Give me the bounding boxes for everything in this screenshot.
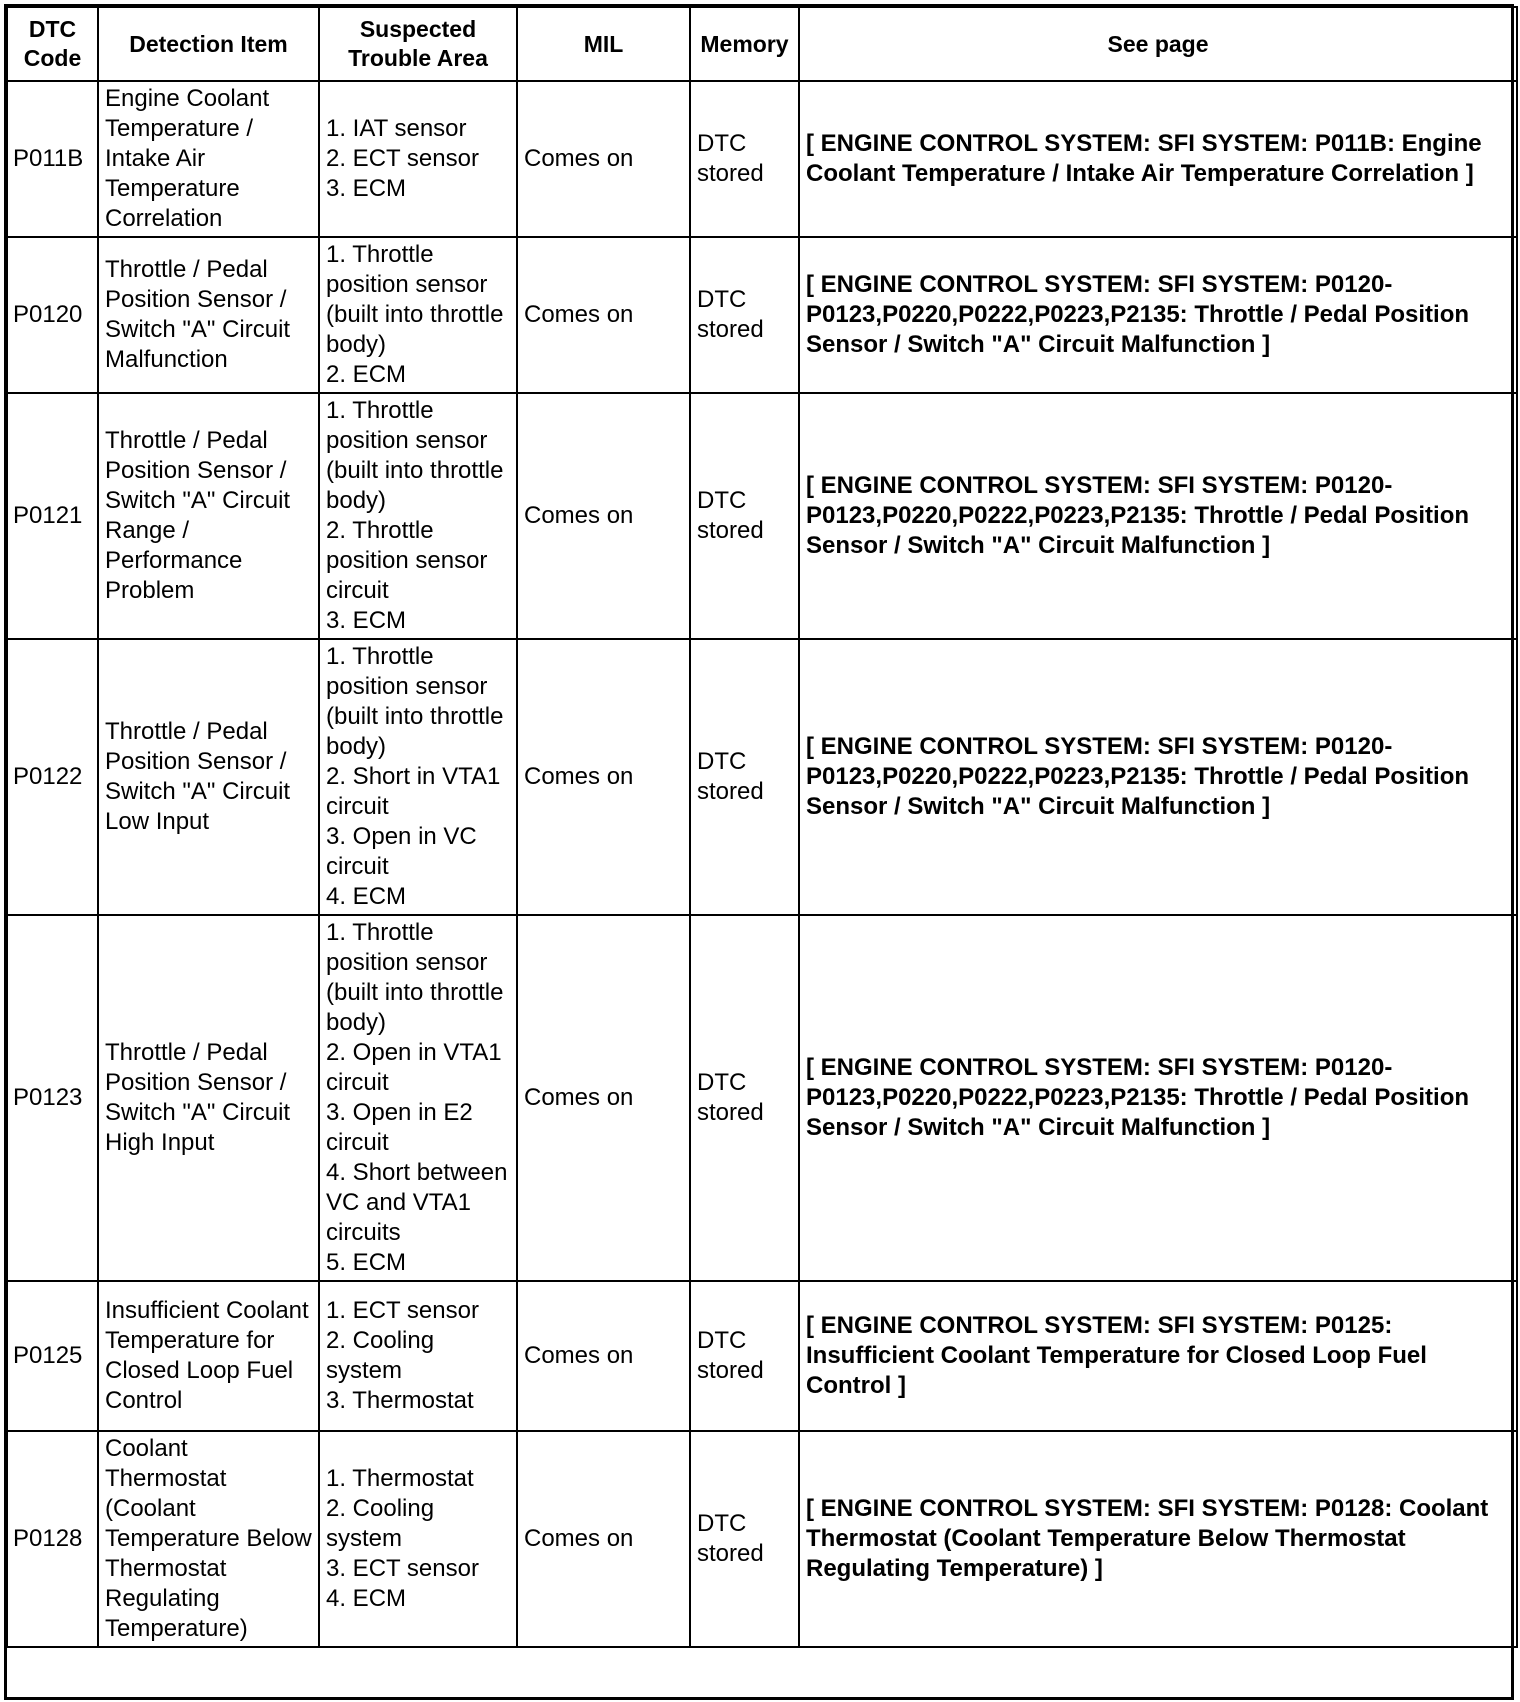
trouble-area-line: 3. ECM: [326, 175, 407, 202]
detection-item-cell: Engine Coolant Temperature / Intake Air Temperature Correlation: [98, 81, 319, 237]
mil-cell: Comes on: [517, 1281, 690, 1431]
trouble-area-line: 1. ECT sensor: [326, 1297, 479, 1324]
mil-cell: Comes on: [517, 393, 690, 639]
dtc-code-cell: P0121: [7, 393, 98, 639]
dtc-code-cell: P0123: [7, 915, 98, 1281]
dtc-code-cell: P0120: [7, 237, 98, 393]
trouble-area-line: 2. Cooling system: [326, 1327, 435, 1384]
trouble-area-line: 2. Cooling system: [326, 1495, 435, 1552]
suspected-trouble-area-cell: [319, 393, 517, 639]
trouble-area-line: 1. Throttle position sensor (built into throttle body): [326, 643, 504, 760]
trouble-area-line: 3. Open in VC circuit: [326, 823, 477, 880]
trouble-area-line: 2. Short in VTA1 circuit: [326, 763, 501, 820]
detection-item-cell: Coolant Thermostat (Coolant Temperature Below Thermostat Regulating Temperature): [98, 1431, 319, 1647]
see-page-cell: [ ENGINE CONTROL SYSTEM: SFI SYSTEM: P0125: Insufficient Coolant Temperature for Closed Loop Fuel Control ]: [799, 1281, 1517, 1431]
memory-cell: DTC stored: [690, 639, 799, 915]
suspected-trouble-area-cell: [319, 639, 517, 915]
header-memory: Memory: [690, 7, 799, 81]
trouble-area-line: 1. IAT sensor: [326, 115, 467, 142]
trouble-area-line: 4. Short between VC and VTA1 circuits: [326, 1159, 508, 1246]
table-row: [7, 1281, 1517, 1431]
trouble-area-line: 4. ECM: [326, 883, 407, 910]
table-row: [7, 1431, 1517, 1647]
see-page-cell: [ ENGINE CONTROL SYSTEM: SFI SYSTEM: P0120-P0123,P0220,P0222,P0223,P2135: Throttle / Pedal Position Sensor / Switch "A" Circuit Malfunction ]: [799, 915, 1517, 1281]
see-page-cell: [ ENGINE CONTROL SYSTEM: SFI SYSTEM: P0120-P0123,P0220,P0222,P0223,P2135: Throttle / Pedal Position Sensor / Switch "A" Circuit Malfunction ]: [799, 237, 1517, 393]
suspected-trouble-area-cell: [319, 81, 517, 237]
mil-cell: Comes on: [517, 1431, 690, 1647]
header-suspected-trouble-area: Suspected Trouble Area: [319, 7, 517, 81]
mil-cell: Comes on: [517, 237, 690, 393]
dtc-code-cell: P0122: [7, 639, 98, 915]
see-page-cell: [ ENGINE CONTROL SYSTEM: SFI SYSTEM: P0120-P0123,P0220,P0222,P0223,P2135: Throttle / Pedal Position Sensor / Switch "A" Circuit Malfunction ]: [799, 393, 1517, 639]
trouble-area-line: 2. ECM: [326, 361, 407, 388]
trouble-area-line: 3. Thermostat: [326, 1387, 474, 1414]
trouble-area-line: 1. Thermostat: [326, 1465, 474, 1492]
mil-cell: Comes on: [517, 639, 690, 915]
trouble-area-line: 2. Throttle position sensor circuit: [326, 517, 488, 604]
trouble-area-line: 1. Throttle position sensor (built into throttle body): [326, 919, 504, 1036]
memory-cell: DTC stored: [690, 1431, 799, 1647]
header-dtc-code: DTC Code: [7, 7, 98, 81]
memory-cell: DTC stored: [690, 237, 799, 393]
see-page-cell: [ ENGINE CONTROL SYSTEM: SFI SYSTEM: P011B: Engine Coolant Temperature / Intake Air Temperature Correlation ]: [799, 81, 1517, 237]
suspected-trouble-area-cell: [319, 1431, 517, 1647]
table-row: [7, 393, 1517, 639]
trouble-area-line: 2. ECT sensor: [326, 145, 479, 172]
dtc-code-cell: P0128: [7, 1431, 98, 1647]
suspected-trouble-area-cell: [319, 1281, 517, 1431]
trouble-area-line: 5. ECM: [326, 1249, 407, 1276]
mil-cell: Comes on: [517, 915, 690, 1281]
detection-item-cell: Throttle / Pedal Position Sensor / Switch "A" Circuit Range / Performance Problem: [98, 393, 319, 639]
dtc-table: [6, 6, 1518, 1648]
dtc-code-cell: P0125: [7, 1281, 98, 1431]
see-page-cell: [ ENGINE CONTROL SYSTEM: SFI SYSTEM: P0120-P0123,P0220,P0222,P0223,P2135: Throttle / Pedal Position Sensor / Switch "A" Circuit Malfunction ]: [799, 639, 1517, 915]
table-body: [7, 81, 1517, 1647]
detection-item-cell: Throttle / Pedal Position Sensor / Switch "A" Circuit Malfunction: [98, 237, 319, 393]
header-mil: MIL: [517, 7, 690, 81]
trouble-area-line: 2. Open in VTA1 circuit: [326, 1039, 502, 1096]
suspected-trouble-area-cell: [319, 915, 517, 1281]
dtc-code-cell: P011B: [7, 81, 98, 237]
trouble-area-line: 1. Throttle position sensor (built into throttle body): [326, 241, 504, 358]
trouble-area-line: 3. ECM: [326, 607, 407, 634]
trouble-area-line: 1. Throttle position sensor (built into throttle body): [326, 397, 504, 514]
mil-cell: Comes on: [517, 81, 690, 237]
table-row: [7, 237, 1517, 393]
memory-cell: DTC stored: [690, 915, 799, 1281]
trouble-area-line: 3. ECT sensor: [326, 1555, 479, 1582]
suspected-trouble-area-cell: [319, 237, 517, 393]
table-row: [7, 915, 1517, 1281]
see-page-cell: [ ENGINE CONTROL SYSTEM: SFI SYSTEM: P0128: Coolant Thermostat (Coolant Temperature Below Thermostat Regulating Temperature) ]: [799, 1431, 1517, 1647]
header-detection-item: Detection Item: [98, 7, 319, 81]
detection-item-cell: Insufficient Coolant Temperature for Closed Loop Fuel Control: [98, 1281, 319, 1431]
memory-cell: DTC stored: [690, 81, 799, 237]
memory-cell: DTC stored: [690, 1281, 799, 1431]
detection-item-cell: Throttle / Pedal Position Sensor / Switch "A" Circuit High Input: [98, 915, 319, 1281]
header-see-page: See page: [799, 7, 1517, 81]
table-row: [7, 81, 1517, 237]
table-row: [7, 639, 1517, 915]
detection-item-cell: Throttle / Pedal Position Sensor / Switch "A" Circuit Low Input: [98, 639, 319, 915]
trouble-area-line: 4. ECM: [326, 1585, 407, 1612]
trouble-area-line: 3. Open in E2 circuit: [326, 1099, 473, 1156]
memory-cell: DTC stored: [690, 393, 799, 639]
table-header-row: [7, 7, 1517, 81]
